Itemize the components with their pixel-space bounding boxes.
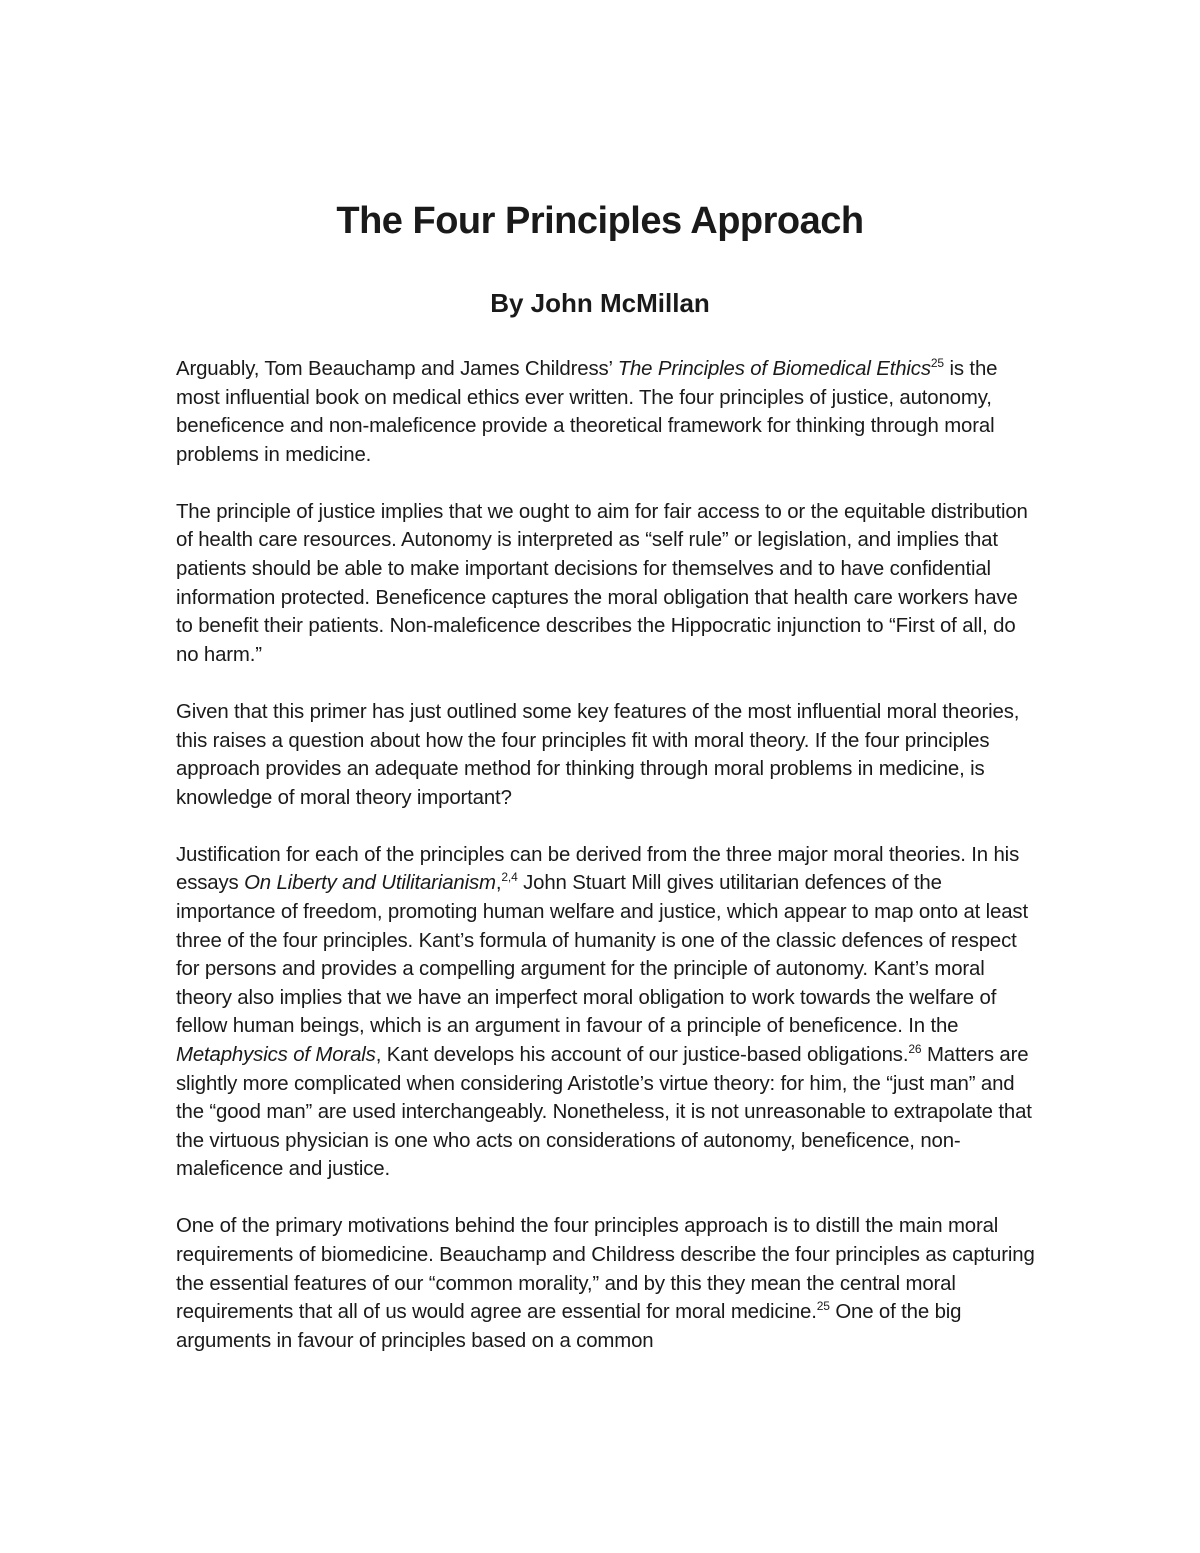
citation-superscript: 26 (908, 1042, 922, 1057)
paragraph-text: , Kant develops his account of our justice-based obligations. (375, 1043, 909, 1066)
italic-title: Metaphysics of Morals (176, 1043, 376, 1066)
document-title: The Four Principles Approach (336, 200, 864, 242)
paragraph-text: Given that this primer has just outlined some key features of the most influential moral theories, this raises a question about how the four principles fit with moral theory. If the four principles approach provides an adequate method for thinking through moral problems in medicine, is knowledge of moral theory important? (176, 700, 1020, 809)
body-paragraph (176, 498, 1036, 670)
body-paragraph (176, 1212, 1036, 1355)
document-body (176, 355, 1036, 1384)
paragraph-text: One of the big arguments in favour of principles based on a common (176, 1301, 962, 1352)
document-author: By John McMillan (490, 288, 710, 318)
paragraph-text: John Stuart Mill gives utilitarian defences of the importance of freedom, promoting human welfare and justice, which appear to map onto at least three of the four principles. Kant’s formula of humanity is one of the classic defences of respect for persons and provides a compelling argument for the principle of autonomy. Kant’s moral theory also implies that we have an imperfect moral obligation to work towards the welfare of fellow human beings, which is an argument in favour of a principle of beneficence. In the (176, 872, 1028, 1038)
paragraph-text: , (495, 872, 502, 895)
body-paragraph (176, 841, 1036, 1184)
body-paragraph (176, 355, 1036, 469)
paragraph-text: Justification for each of the principles can be derived from the three major moral theories. In his essays (176, 843, 1020, 895)
paragraph-text: is the most influential book on medical ethics ever written. The four principles of justice, autonomy, beneficence and non-maleficence provide a theoretical framework for thinking through moral problems in medicine. (176, 358, 998, 466)
paragraph-text: The principle of justice implies that we ought to aim for fair access to or the equitable distribution of health care resources. Autonomy is interpreted as “self rule” or legislation, and implies that patients should be able to make important decisions for themselves and to have confidential information protected. Beneficence captures the moral obligation that health care workers have to benefit their patients. Non-maleficence describes the Hippocratic injunction to “First of all, do no harm.” (176, 500, 1028, 666)
paragraph-text: One of the primary motivations behind the four principles approach is to distill the main moral requirements of biomedicine. Beauchamp and Childress describe the four principles as capturing the essential features of our “common morality,” and by this they mean the central moral requirements that all of us would agree are essential for moral medicine. (176, 1215, 1035, 1324)
italic-title: On Liberty and Utilitarianism (244, 872, 496, 895)
citation-superscript: 25 (930, 356, 944, 371)
italic-title: The Principles of Biomedical Ethics (617, 358, 931, 380)
citation-superscript: 25 (816, 1299, 830, 1314)
citation-superscript: 2,4 (501, 870, 518, 885)
body-paragraph (176, 698, 1036, 812)
paragraph-text: Arguably, Tom Beauchamp and James Childress’ (176, 358, 618, 380)
paragraph-text: Matters are slightly more complicated when considering Aristotle’s virtue theory: for him, the “just man” and the “good man” are used interchangeably. Nonetheless, it is not unreasonable to extrapolate that the virtuous physician is one who acts on considerations of autonomy, beneficence, non-maleficence and justice. (176, 1043, 1032, 1181)
